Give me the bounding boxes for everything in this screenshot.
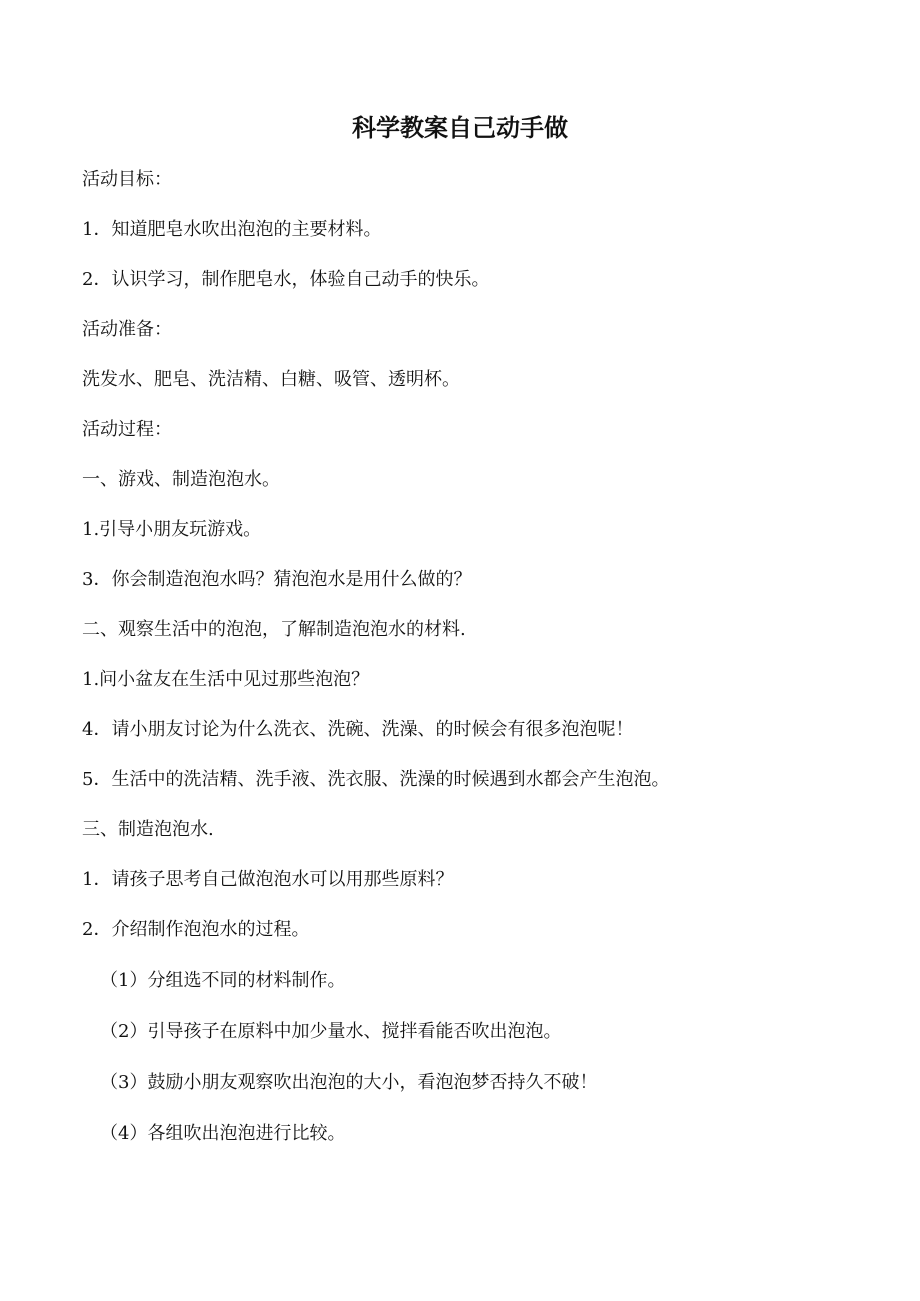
process-item: 4．请小朋友讨论为什么洗衣、洗碗、洗澡、的时候会有很多泡泡呢！: [82, 719, 634, 740]
process-item: 5．生活中的洗洁精、洗手液、洗衣服、洗澡的时候遇到水都会产生泡泡。: [82, 769, 670, 790]
section-heading-goals: 活动目标：: [82, 169, 172, 190]
materials-list: 洗发水、肥皂、洗洁精、白糖、吸管、透明杯。: [82, 369, 460, 390]
goal-item-2: 2．认识学习，制作肥皂水，体验自己动手的快乐。: [82, 269, 490, 290]
goal-item-1: 1．知道肥皂水吹出泡泡的主要材料。: [82, 219, 382, 240]
sub-step-item: （2）引导孩子在原料中加少量水、搅拌看能否吹出泡泡。: [100, 1021, 562, 1042]
process-step-heading-1: 一、游戏、制造泡泡水。: [82, 469, 280, 490]
section-heading-preparation: 活动准备：: [82, 319, 172, 340]
process-item: 3．你会制造泡泡水吗？猜泡泡水是用什么做的？: [82, 569, 472, 590]
sub-step-item: （3）鼓励小朋友观察吹出泡泡的大小，看泡泡梦否持久不破！: [100, 1072, 598, 1093]
document-title: 科学教案自己动手做: [352, 114, 568, 142]
process-item: 1．请孩子思考自己做泡泡水可以用那些原料？: [82, 869, 454, 890]
process-step-heading-3: 三、制造泡泡水.: [82, 819, 214, 840]
section-heading-process: 活动过程：: [82, 419, 172, 440]
sub-step-item: （1）分组选不同的材料制作。: [100, 970, 346, 991]
process-item: 2．介绍制作泡泡水的过程。: [82, 919, 310, 940]
process-step-heading-2: 二、观察生活中的泡泡，了解制造泡泡水的材料.: [82, 619, 466, 640]
process-item: 1.问小盆友在生活中见过那些泡泡？: [82, 669, 370, 690]
sub-step-item: （4）各组吹出泡泡进行比较。: [100, 1123, 346, 1144]
process-item: 1.引导小朋友玩游戏。: [82, 519, 262, 540]
